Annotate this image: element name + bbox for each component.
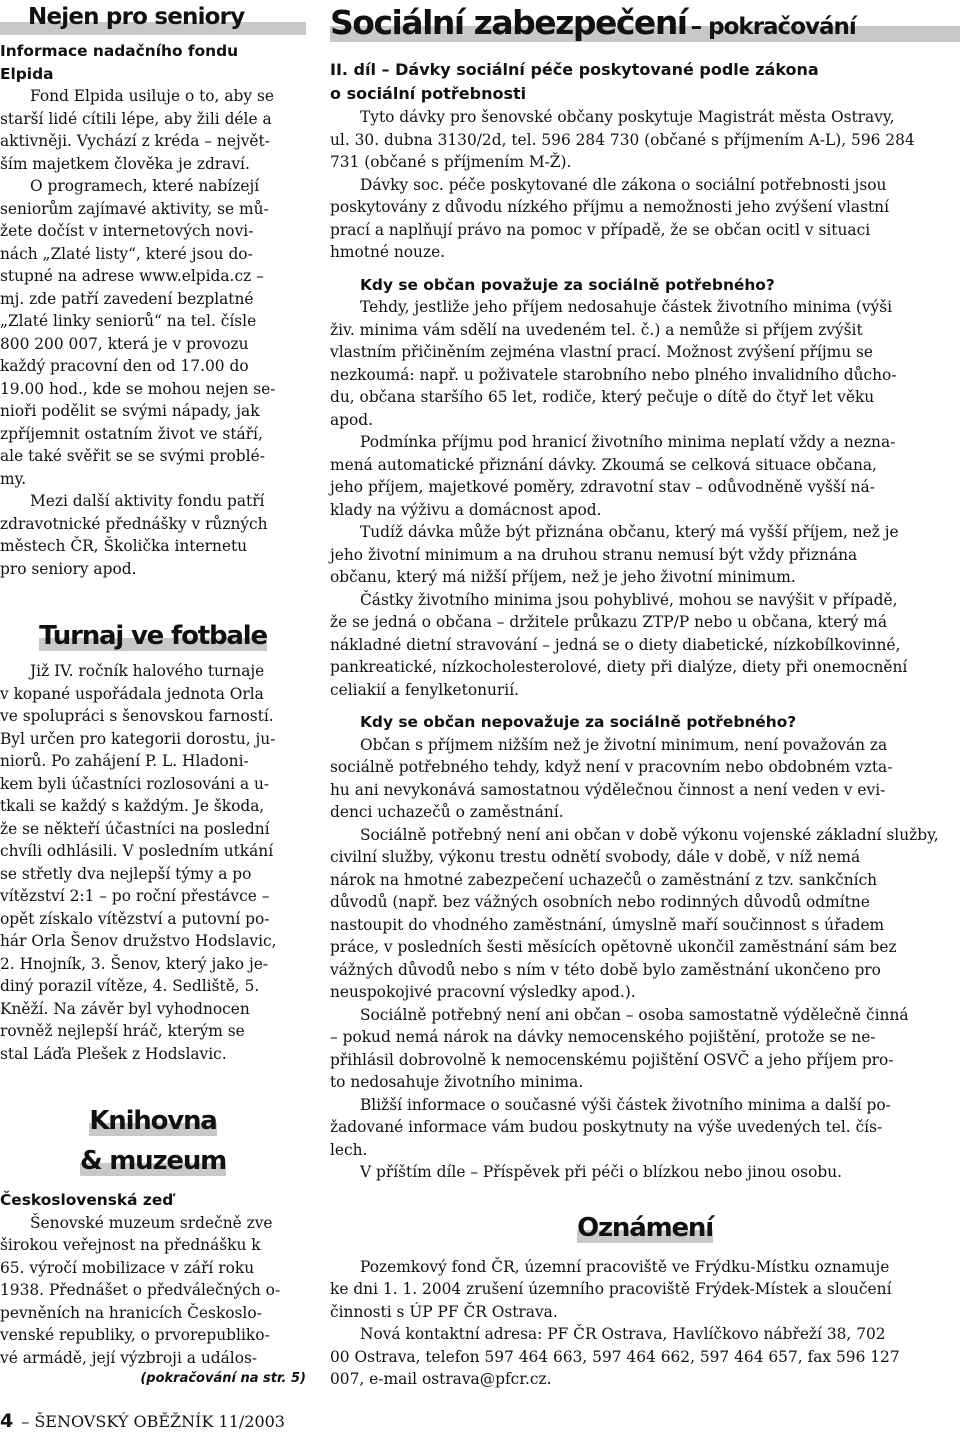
elpida-title: Informace nadačního fondu Elpida bbox=[0, 42, 239, 83]
elpida-paragraph-1: Fond Elpida usiluje o to, aby se starší lidé cítili lépe, aby žili déle a aktivněji. Vychází z kréda – největ- ším majetkem člověka je zdraví. bbox=[0, 87, 274, 173]
heading-wrap bbox=[577, 1208, 713, 1248]
library-paragraph: Šenovské muzeum srdečně zve širokou veřejnost na přednášku k 65. výročí mobilizace v září roku 1938. Přednášet o předválečných o- pevněních na hranicích Českoslo- venské republiky, o prvorepubliko- vé armádě, její výzbroji a událos- bbox=[0, 1213, 281, 1367]
elpida-paragraph-2: O programech, které nabízejí seniorům zajímavé aktivity, se mů- žete dočíst v internetových novi- nách „Zlaté listy“, které jsou do- stupné na adrese www.elpida.cz – mj. zde patří zavedení bezplatné „Zlaté linky seniorů“ na tel. čísle 800 200 007, která je v provozu každý pracovní den od 17.00 do 19.00 hod., kde se mohou nejen se- nioři podělit se svými nápady, jak zpříjemnit ostatním život ve stáří, ale také svěřit se se svými problé- my. bbox=[0, 177, 276, 488]
football-paragraph: Již IV. ročník halového turnaje v kopané uspořádala jednota Orla ve spolupráci s šenovskou farností. Byl určen pro kategorii dorostu, ju- niorů. Po zahájení P. L. Hladoni- kem byli účastníci rozlosováni a u- tkali se každý s každým. Je škoda, že se někteří účastníci na poslední chvíli odhlásili. V posledním utkání se střetly dva nejlepší týmy a po vítězství 2:1 – po roční přestávce – opět získalo vítězství a putovní po- hár Orla Šenov družstvo Hodslavic, 2. Hnojník, 3. Šenov, který jako je- diný porazil vítěze, 4. Sedliště, 5. Kněží. Na závěr byl vyhodnocen rovněž nejlepší hráč, kterým se stal Láďa Plešek z Hodslavic. bbox=[0, 662, 277, 1063]
heading-text: Nejen pro seniory bbox=[28, 4, 245, 30]
heading-text: Turnaj ve fotbale bbox=[39, 621, 267, 651]
elpida-paragraph-3: Mezi další aktivity fondu patří zdravotnické přednášky v různých městech ČR, Školička internetu pro seniory apod. bbox=[0, 492, 268, 578]
question-2: Kdy se občan nepovažuje za sociálně potřebného? bbox=[360, 713, 797, 731]
page-footer bbox=[0, 1408, 285, 1434]
heading-text: Sociální zabezpečení bbox=[330, 3, 687, 42]
notice-paragraph-1: Pozemkový fond ČR, územní pracoviště ve Frýdku-Místku oznamuje ke dni 1. 1. 2004 zrušení územního pracoviště Frýdek-Místek a sloučení činnosti s ÚP PF ČR Ostrava. bbox=[330, 1257, 892, 1321]
footer-publication: – ŠENOVSKÝ OBĚŽNÍK 11/2003 bbox=[21, 1412, 285, 1431]
paragraph-9: Sociálně potřebný není ani občan – osoba samostatně výdělečně činná – pokud nemá nárok na dávky nemocenského pojištění, protože se ne- přihlásil dobrovolně k nemocenskému pojištění OSVČ a jeho příjem pro- to nedosahuje životního minima. bbox=[330, 1005, 909, 1091]
section-heading-library bbox=[0, 1101, 306, 1181]
heading-text-2: & muzeum bbox=[79, 1146, 227, 1176]
section-heading-seniors bbox=[0, 0, 306, 34]
notice-paragraph-2: Nová kontaktní adresa: PF ČR Ostrava, Havlíčkovo nábřeží 38, 702 00 Ostrava, telefon 597 464 663, 597 464 662, 597 464 657, fax 596 127 007, e-mail ostrava@pfcr.cz. bbox=[330, 1325, 900, 1388]
page-number: 4 bbox=[0, 1410, 14, 1432]
part-title: II. díl – Dávky sociální péče poskytované podle zákona o sociální potřebnosti bbox=[330, 60, 819, 103]
paragraph-1: Tyto dávky pro šenovské občany poskytuje Magistrát města Ostravy, ul. 30. dubna 3130/2d, tel. 596 284 730 (občané s příjmením A-L), 596 284 731 (občané s příjmením M-Ž). bbox=[330, 108, 915, 171]
heading-wrap bbox=[39, 616, 267, 656]
right-column bbox=[330, 0, 960, 1391]
heading-text-1: Knihovna bbox=[89, 1106, 217, 1136]
paragraph-7: Občan s příjmem nižším než je životní minimum, není považován za sociálně potřebného tehdy, když není v pracovním nebo obdobném vztа- hu ani nevykonává samostatnou výdělečnou činnost a není veden v evi- denci uchazečů o zaměstnání. bbox=[330, 735, 893, 821]
paragraph-10: Bližší informace o současné výši částek životního minima a další po- žadované informace vám budou poskytnuty na výše uvedených tel. čís- lech. bbox=[330, 1095, 891, 1159]
paragraph-4: Podmínka příjmu pod hranicí životního minima neplatí vždy a nezna- mená automatické přiznání dávky. Zkoumá se celková situace občana, jeho příjem, majetkové poměry, zdravotní stav – odůvodněně vyšší ná- klady na výživu a domácnost apod. bbox=[330, 433, 896, 519]
heading-text: Oznámení bbox=[577, 1212, 713, 1243]
paragraph-3: Tehdy, jestliže jeho příjem nedosahuje částek životního minima (výši živ. minima vám sdělí na uvedeném tel. č.) a nemůže si příjem zvýšit vlastním přičiněním zejména vlastní prací. Možnost zvýšení příjmu se nezkoumá: např. u poživatele starobního nebo plného invalidního důcho- du, občana staršího 65 let, rodiče, který pečuje o dítě do čtyř let věku apod. bbox=[330, 298, 897, 429]
paragraph-11: V příštím díle – Příspěvek při péči o blízkou nebo jinou osobu. bbox=[360, 1163, 843, 1181]
section-heading-football bbox=[0, 616, 306, 656]
heading-subtext: – pokračování bbox=[690, 14, 856, 40]
library-subhead: Československá zeď bbox=[0, 1191, 174, 1209]
section-heading-social bbox=[330, 0, 960, 50]
heading-wrap-1 bbox=[89, 1101, 216, 1141]
paragraph-8: Sociálně potřebný není ani občan v době výkonu vojenské základní služby, civilní služby, výkonu trestu odnětí svobody, dále v době, v níž nemá nárok na hmotné zabezpečení uchazečů o zaměstnání z tzv. sankčních důvodů (např. bez vážných osobních nebo rodinných důvodů odmítne nastoupit do vhodného zaměstnání, úmyslně maří součinnost s úřadem práce, v posledních šesti měsících opětovně ukončil zaměstnání sám bez vážných důvodů nebo s ním v této době bylo zaměstnání ukončeno pro neuspokojivé pracovní výsledky apod.). bbox=[330, 825, 939, 1001]
heading-wrap-2 bbox=[80, 1141, 226, 1181]
paragraph-5: Tudíž dávka může být přiznána občanu, který má vyšší příjem, než je jeho životní minimum a na druhou stranu nemusí být vždy přiznána občanu, který má nižší příjem, než je jeho životní minimum. bbox=[330, 523, 899, 586]
paragraph-6: Částky životního minima jsou pohyblivé, mohou se navýšit v případě, že se jedná o občana – držitele průkazu ZTP/P nebo u občana, který má nákladné dietní stravování – jedná se o diety diabetické, nízkobílkovinné, pankreatické, nízkocholesterolové, diety při dialýze, diety při onemocnění celiakií a fenylketonurií. bbox=[330, 590, 908, 699]
question-1: Kdy se občan považuje za sociálně potřebného? bbox=[360, 275, 775, 294]
paragraph-2: Dávky soc. péče poskytované dle zákona o sociální potřebnosti jsou poskytovány z důvodu nízkého příjmu a nemožnosti jeho zvýšení vlastní prací a naplňují právo na pomoc v případě, že se občan ocitl v situaci hmotné nouze. bbox=[330, 175, 890, 261]
left-column bbox=[0, 0, 306, 1389]
continued-note: (pokračování na str. 5) bbox=[140, 1371, 306, 1386]
section-heading-notice bbox=[330, 1208, 960, 1248]
